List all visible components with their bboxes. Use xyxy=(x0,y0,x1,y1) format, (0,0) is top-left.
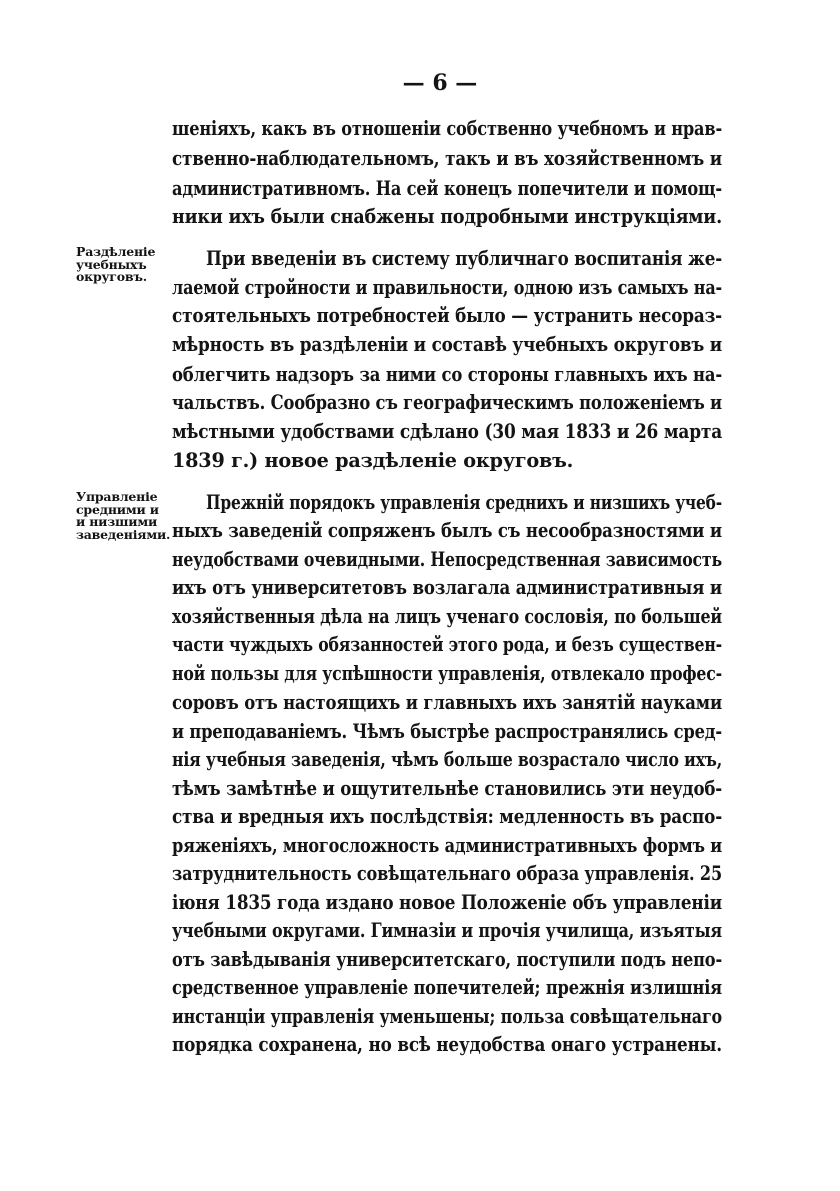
text-line: инстанціи управленія уменьшены; польза совѣщательнаго xyxy=(172,1005,722,1028)
text-line: чальствъ. Сообразно съ географическимъ положеніемъ и xyxy=(172,391,722,414)
text-line: ряженіяхъ, многосложность административныхъ формъ и xyxy=(172,834,722,857)
margin-note-management xyxy=(76,491,172,541)
text-line: отъ завѣдыванія университетскаго, поступили подъ непо- xyxy=(172,948,722,971)
margin-note-line: учебныхъ xyxy=(76,256,147,272)
text-line: тѣмъ замѣтнѣе и ощутительнѣе становились эти неудоб- xyxy=(172,777,722,800)
text-line: Прежній порядокъ управленія среднихъ и низшихъ учеб- xyxy=(206,491,722,514)
text-line: ной пользы для успѣшности управленія, отвлекало профес- xyxy=(172,662,722,685)
margin-note-districts xyxy=(76,246,172,284)
text-line: затруднительность совѣщательнаго образа управленія. 25 xyxy=(172,862,722,885)
text-line: облегчить надзоръ за ними со стороны главныхъ ихъ на- xyxy=(172,363,722,386)
text-line: ихъ отъ университетовъ возлагала административныя и xyxy=(172,576,722,599)
margin-note-line: средними и xyxy=(76,501,159,517)
page-number: — 6 — xyxy=(402,70,478,96)
text-line: порядка сохранена, но всѣ неудобства онаго устранены. xyxy=(172,1033,722,1056)
text-line: ныхъ заведеній сопряженъ былъ съ несообразностями и xyxy=(172,519,722,542)
margin-note-line: округовъ. xyxy=(76,269,147,284)
text-line: 1839 г.) новое раздѣленіе округовъ. xyxy=(172,449,574,472)
text-line: лаемой стройности и правильности, одною изъ самыхъ на- xyxy=(172,276,722,299)
text-line: хозяйственныя дѣла на лицъ ученаго сословія, по большей xyxy=(172,605,722,628)
text-line: нія учебныя заведенія, чѣмъ больше возрастало число ихъ, xyxy=(172,748,722,771)
text-line: административномъ. На сей конецъ попечители и помощ- xyxy=(172,177,722,200)
text-line: ства и вредныя ихъ послѣдствія: медленность въ распо- xyxy=(172,805,722,828)
text-line: учебными округами. Гимназіи и прочія училища, изъятыя xyxy=(172,919,722,942)
margin-note-line: Раздѣленіе xyxy=(76,244,156,259)
margin-note-line: Управленіе xyxy=(76,489,158,504)
text-line: При введеніи въ систему публичнаго воспитанія же- xyxy=(206,247,722,270)
text-line: стоятельныхъ потребностей было — устранить несораз- xyxy=(172,304,722,327)
text-line: ственно-наблюдательномъ, такъ и въ хозяйственномъ и xyxy=(172,147,722,170)
text-line: соровъ отъ настоящихъ и главныхъ ихъ занятій науками xyxy=(172,691,722,714)
text-line: неудобствами очевидными. Непосредственная зависимость xyxy=(172,548,722,571)
text-line: части чуждыхъ обязанностей этого рода, и безъ существен- xyxy=(172,633,722,656)
text-line: средственное управленіе попечителей; прежнія излишнія xyxy=(172,976,722,999)
text-line: іюня 1835 года издано новое Положеніе объ управленіи xyxy=(172,891,722,914)
text-line: и преподаваніемъ. Чѣмъ быстрѣе распространялись сред- xyxy=(172,720,722,743)
text-line: мѣрность въ раздѣленіи и составѣ учебныхъ округовъ и xyxy=(172,333,722,356)
margin-note-line: заведеніями. xyxy=(76,526,171,542)
text-line: шеніяхъ, какъ въ отношеніи собственно учебномъ и нрав- xyxy=(172,117,722,140)
text-line: ники ихъ были снабжены подробными инструкціями. xyxy=(172,205,722,228)
margin-note-line: и низшими xyxy=(76,514,158,529)
text-line: мѣстными удобствами сдѣлано (30 мая 1833 и 26 марта xyxy=(172,420,722,443)
